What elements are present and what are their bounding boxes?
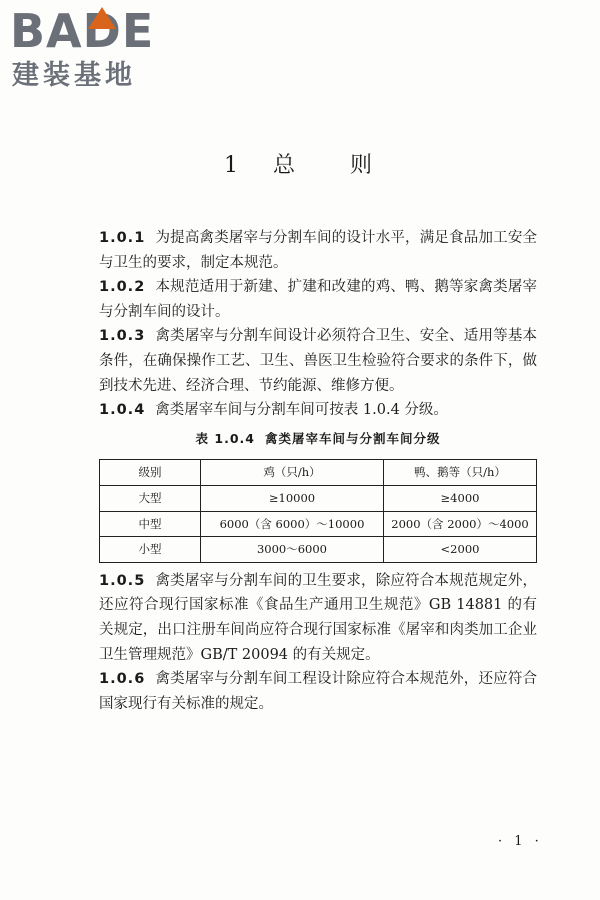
table-row	[100, 511, 537, 537]
clause-text: 本规范适用于新建、扩建和改建的鸡、鸭、鹅等家禽类屠宰与分割车间的设计。	[99, 279, 537, 320]
table-cell: ≥10000	[201, 485, 384, 511]
table-caption	[99, 427, 537, 452]
table-cell: 3000～6000	[201, 537, 384, 563]
chapter-number: 1	[223, 153, 242, 178]
clause-text: 为提高禽类屠宰与分割车间的设计水平，满足食品加工安全与卫生的要求，制定本规范。	[99, 230, 537, 271]
table-cell: <2000	[384, 537, 537, 563]
table-cell: 6000（含 6000）～10000	[201, 511, 384, 537]
clause-1-0-6	[99, 667, 537, 716]
table-caption-number: 表 1.0.4	[195, 430, 255, 446]
clause-1-0-2	[99, 275, 537, 324]
clause-number: 1.0.5	[99, 572, 146, 589]
clause-number: 1.0.4	[99, 402, 146, 419]
clause-text: 禽类屠宰与分割车间的卫生要求，除应符合本规范规定外，还应符合现行国家标准《食品生产通用卫生规范》GB 14881 的有关规定，出口注册车间尚应符合现行国家标准《屠宰和肉类加工企业卫生管理规范》GB/T 20094 的有关规定。	[99, 572, 537, 663]
header-grade: 级别	[100, 460, 201, 486]
document-body	[99, 226, 537, 716]
clause-number: 1.0.3	[99, 328, 146, 345]
logo-wordmark: BADE	[10, 4, 155, 58]
logo-triangle-icon	[88, 7, 116, 29]
table-cell: 2000（含 2000）～4000	[384, 511, 537, 537]
clause-1-0-4	[99, 398, 537, 423]
header-chicken: 鸡（只/h）	[201, 460, 384, 486]
clause-text: 禽类屠宰与分割车间设计必须符合卫生、安全、适用等基本条件，在确保操作工艺、卫生、兽医卫生检验符合要求的条件下，做到技术先进、经济合理、节约能源、维修方便。	[99, 328, 537, 394]
header-duck-goose: 鸭、鹅等（只/h）	[384, 460, 537, 486]
chapter-title	[0, 148, 600, 179]
table-cell: ≥4000	[384, 485, 537, 511]
bade-logo	[10, 6, 180, 92]
clause-1-0-3	[99, 324, 537, 398]
clause-text: 禽类屠宰车间与分割车间可按表 1.0.4 分级。	[155, 402, 448, 419]
clause-number: 1.0.2	[99, 279, 146, 296]
table-cell: 小型	[100, 537, 201, 563]
clause-1-0-5	[99, 569, 537, 667]
clause-number: 1.0.1	[99, 230, 146, 246]
table-cell: 大型	[100, 485, 201, 511]
table-caption-text: 禽类屠宰车间与分割车间分级	[264, 430, 441, 446]
table-cell: 中型	[100, 511, 201, 537]
chapter-word-1: 总	[272, 153, 299, 178]
table-header-row	[100, 460, 537, 486]
logo-subtitle: 建装基地	[12, 60, 136, 91]
table-row	[100, 485, 537, 511]
clause-1-0-1	[99, 226, 537, 275]
page-number: · 1 ·	[498, 834, 543, 849]
grade-table	[99, 459, 537, 562]
clause-text: 禽类屠宰与分割车间工程设计除应符合本规范外，还应符合国家现行有关标准的规定。	[99, 671, 537, 712]
chapter-word-2: 则	[350, 153, 377, 178]
table-row	[100, 537, 537, 563]
clause-number: 1.0.6	[99, 671, 146, 688]
